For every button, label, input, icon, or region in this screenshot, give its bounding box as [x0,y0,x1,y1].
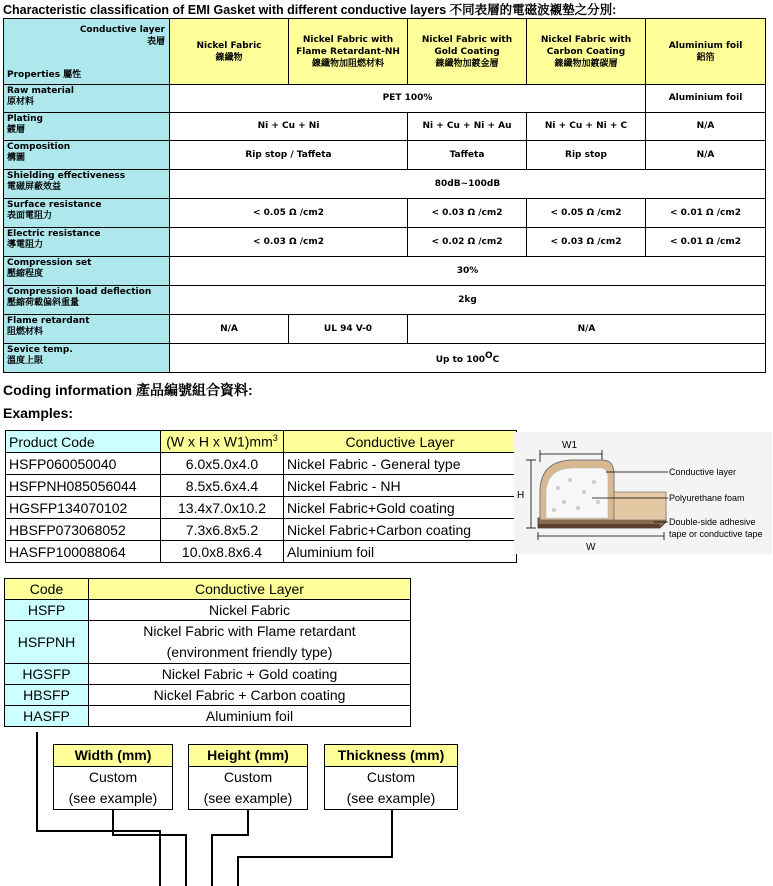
height-box-line1: Custom [223,769,273,785]
thickness-box-line1: Custom [366,769,416,785]
table-row: HSFP Nickel Fabric [5,600,411,621]
thickness-box-header: Thickness (mm) [325,745,457,767]
coding-info-title: Coding information 產品編號組合資料: [3,382,253,398]
table-row: Surface resistance 表面電阻力 < 0.05 Ω /cm2 < 0.03 Ω /cm2 < 0.05 Ω /cm2 < 0.01 Ω /cm2 [4,199,766,228]
col-product-code: Product Code [6,431,161,453]
callout-adhesive-2: tape or conductive tape [669,529,763,539]
table-row: HSFPNH Nickel Fabric with Flame retardant (environment friendly type) [5,621,411,664]
connector-line [159,830,161,886]
table-row: HSFPNH085056044 8.5x5.6x4.4 Nickel Fabric - NH [6,475,517,497]
connector-line [36,732,38,832]
corner-conductive-cn: 表層 [146,37,165,47]
table-row: HSFP060050040 6.0x5.0x4.0 Nickel Fabric - General type [6,453,517,475]
table-row: Composition 構圖 Rip stop / Taffeta Taffeta Rip stop N/A [4,141,766,170]
table-row: HASFP Aluminium foil [5,706,411,727]
height-box-header: Height (mm) [189,745,307,767]
height-box-line2: (see example) [203,790,293,806]
connector-line [36,830,160,832]
thickness-box-line2: (see example) [346,790,436,806]
callout-adhesive-1: Double-side adhesive [669,517,756,527]
corner-conductive-label: Conductive layer [79,25,165,35]
gasket-diagram [514,432,772,554]
corner-properties-label: Properties 屬性 [7,70,82,80]
table-row: HGSFP Nickel Fabric + Gold coating [5,664,411,685]
layer-header-nickel: Nickel Fabric 鎳纖物 [170,19,289,85]
connector-line [112,834,186,836]
connector-line [112,808,114,836]
characteristics-table [3,18,766,373]
width-box-line1: Custom [88,769,138,785]
table-row: Raw material 原材料 PET 100% Aluminium foil [4,85,766,113]
col-dimensions: (W x H x $W1)mm^3$ [161,431,284,453]
table-row: Compression set 壓縮程度 30% [4,257,766,286]
connector-line [247,808,249,836]
table-row: Flame retardant 阻燃材料 N/A UL 94 V-0 N/A [4,315,766,344]
layer-header-nickel-nh: Nickel Fabric with Flame Retardant-NH 鎳纖物加阻燃材料 [289,19,408,85]
layer-header-gold: Nickel Fabric with Gold Coating 鎳纖物加鍍金層 [408,19,527,85]
connector-line [237,856,239,886]
table-row: Plating 鍍層 Ni + Cu + Ni Ni + Cu + Ni + Au Ni + Cu + Ni + C N/A [4,113,766,141]
table-row: HBSFP Nickel Fabric + Carbon coating [5,685,411,706]
table-row: Electric resistance 導電阻力 < 0.03 Ω /cm2 < 0.02 Ω /cm2 < 0.03 Ω /cm2 < 0.01 Ω /cm2 [4,228,766,257]
callout-polyurethane-foam: Polyurethane foam [669,493,745,503]
table-row: Shielding effectiveness 電磁屏蔽效益 80dB~100dB [4,170,766,199]
table-row: HGSFP134070102 13.4x7.0x10.2 Nickel Fabric+Gold coating [6,497,517,519]
h-label: H [517,490,525,501]
col-code-layer: Conductive Layer [89,579,411,600]
col-conductive-layer: Conductive Layer [284,431,517,453]
connector-line [391,808,393,858]
table-row: Compression load deflection 壓縮荷載偏斜重量 2kg [4,286,766,315]
layer-header-aluminium: Aluminium foil 鋁箔 [646,19,766,85]
width-box-line2: (see example) [68,790,158,806]
connector-line [211,834,213,886]
table-corner [4,19,170,85]
page-title: Characteristic classification of EMI Gasket with different conductive layers 不同表層的電磁波襯墊之分別: [3,3,617,17]
connector-line [237,856,393,858]
height-box [188,744,308,810]
examples-title: Examples: [3,405,74,421]
w-label: W [586,542,596,553]
connector-line [185,834,187,886]
width-box [53,744,173,810]
connector-line [211,834,249,836]
examples-table [5,430,517,563]
callout-conductive-layer: Conductive layer [669,467,737,477]
w1-label: W1 [562,440,577,451]
layer-header-carbon: Nickel Fabric with Carbon Coating 鎳纖物加鍍碳層 [527,19,646,85]
table-row: HBSFP073068052 7.3x6.8x5.2 Nickel Fabric+Carbon coating [6,519,517,541]
thickness-box [324,744,458,810]
code-table [4,578,411,727]
table-row: HASFP100088064 10.0x8.8x6.4 Aluminium foil [6,541,517,563]
table-row: Sevice temp. 溫度上限 Up to $100^OC$ [4,344,766,373]
col-code: Code [5,579,89,600]
width-box-header: Width (mm) [54,745,172,767]
